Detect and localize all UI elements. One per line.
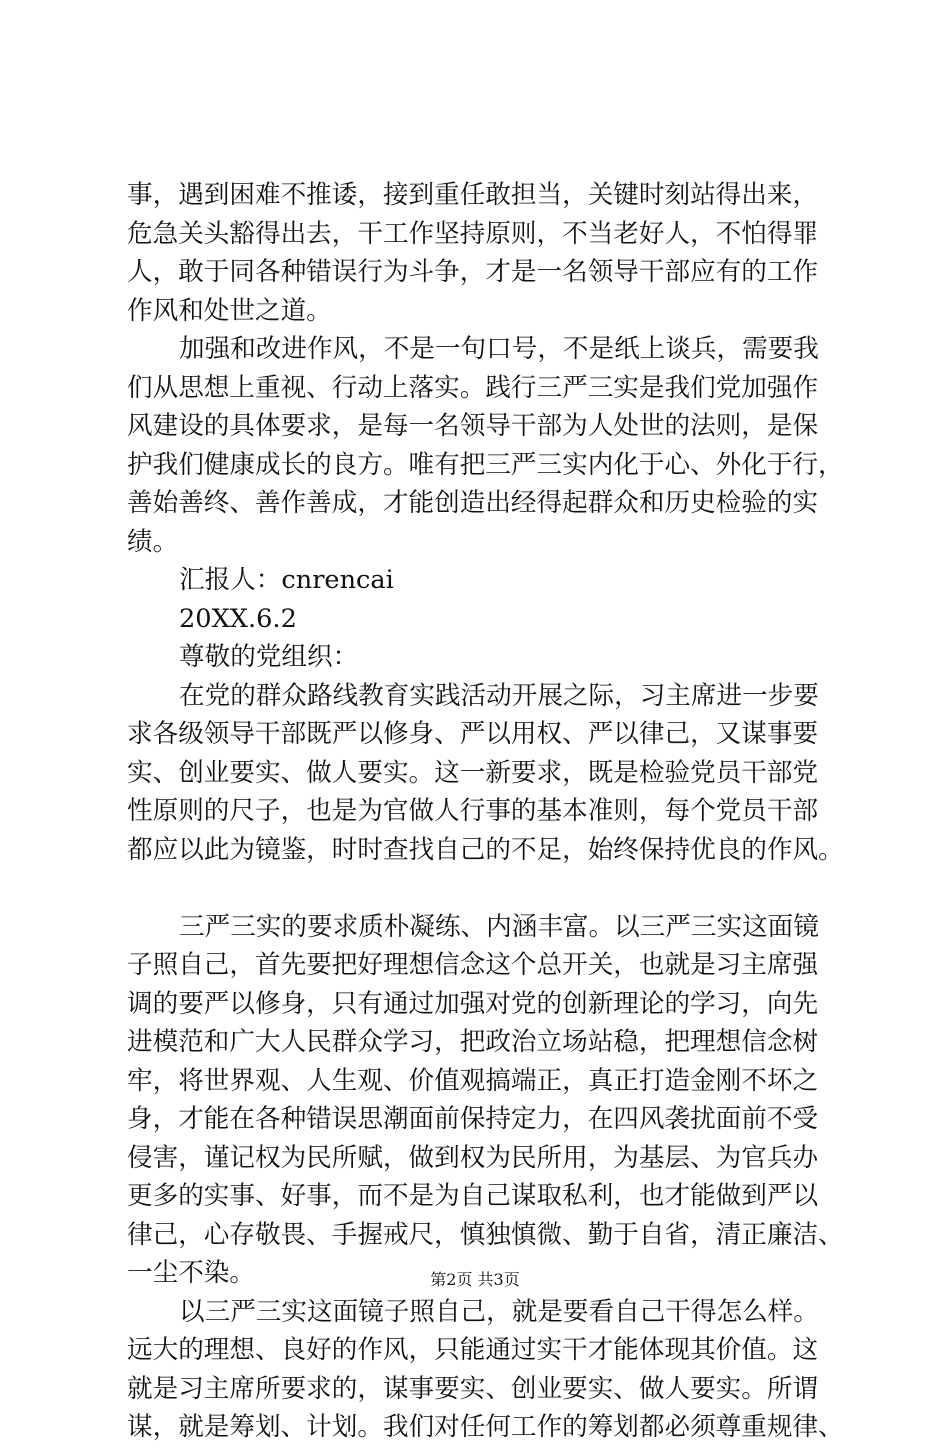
text-line: 在党的群众路线教育实践活动开展之际，习主席进一步要 <box>179 680 819 711</box>
text-line: 律己，心存敬畏、手握戒尺，慎独慎微、勤于自省，清正廉洁、 <box>127 1219 844 1250</box>
text-line: 实、创业要实、做人要实。这一新要求，既是检验党员干部党 <box>127 757 819 788</box>
text-line: 性原则的尺子，也是为官做人行事的基本准则，每个党员干部 <box>127 796 819 826</box>
text-line: 牢，将世界观、人生观、价值观搞端正，真正打造金刚不坏之 <box>127 1065 819 1096</box>
text-line: 进模范和广大人民群众学习，把政治立场站稳，把理想信念树 <box>127 1027 819 1057</box>
text-line: 汇报人：cnrencai <box>179 565 394 595</box>
text-line: 绩。 <box>127 526 179 557</box>
text-line: 都应以此为镜鉴，时时查找自己的不足，始终保持优良的作风。 <box>127 834 844 865</box>
text-line: 事，遇到困难不推诿，接到重任敢担当，关键时刻站得出来， <box>127 180 819 210</box>
text-line: 作风和处世之道。 <box>127 295 332 326</box>
text-line: 护我们健康成长的良方。唯有把三严三实内化于心、外化于行， <box>127 449 844 480</box>
text-line: 身，才能在各种错误思潮面前保持定力，在四风袭扰面前不受 <box>127 1104 819 1134</box>
document-body <box>127 176 844 1447</box>
text-line: 一尘不染。 <box>127 1258 255 1288</box>
text-line: 危急关头豁得出去，干工作坚持原则，不当老好人，不怕得罪 <box>127 218 819 249</box>
text-line: 调的要严以修身，只有通过加强对党的创新理论的学习，向先 <box>127 988 819 1019</box>
text-line: 求各级领导干部既严以修身、严以用权、严以律己，又谋事要 <box>127 719 819 749</box>
text-line: 20XX.6.2 <box>179 603 297 634</box>
text-line: 远大的理想、良好的作风，只能通过实干才能体现其价值。这 <box>127 1335 819 1365</box>
text-line: 善始善终、善作善成，才能创造出经得起群众和历史检验的实 <box>127 488 819 518</box>
page-footer: 第2页 共3页 <box>430 1270 520 1289</box>
text-line: 子照自己，首先要把好理想信念这个总开关，也就是习主席强 <box>127 950 819 980</box>
text-line: 以三严三实这面镜子照自己，就是要看自己干得怎么样。 <box>179 1296 819 1327</box>
text-line: 尊敬的党组织： <box>179 642 359 672</box>
text-line: 侵害，谨记权为民所赋，做到权为民所用，为基层、为官兵办 <box>127 1142 819 1173</box>
text-line: 风建设的具体要求，是每一名领导干部为人处世的法则，是保 <box>127 411 819 441</box>
blank-line <box>127 869 837 908</box>
text-line: 更多的实事、好事，而不是为自己谋取私利，也才能做到严以 <box>127 1181 819 1211</box>
text-line: 三严三实的要求质朴凝练、内涵丰富。以三严三实这面镜 <box>179 911 819 942</box>
text-line: 人，敢于同各种错误行为斗争，才是一名领导干部应有的工作 <box>127 257 819 287</box>
text-line: 们从思想上重视、行动上落实。践行三严三实是我们党加强作 <box>127 372 819 403</box>
text-line: 加强和改进作风，不是一句口号，不是纸上谈兵，需要我 <box>179 334 819 364</box>
text-line: 就是习主席所要求的，谋事要实、创业要实、做人要实。所谓 <box>127 1373 819 1404</box>
text-line: 谋，就是筹划、计划。我们对任何工作的筹划都必须尊重规律、 <box>127 1412 844 1442</box>
